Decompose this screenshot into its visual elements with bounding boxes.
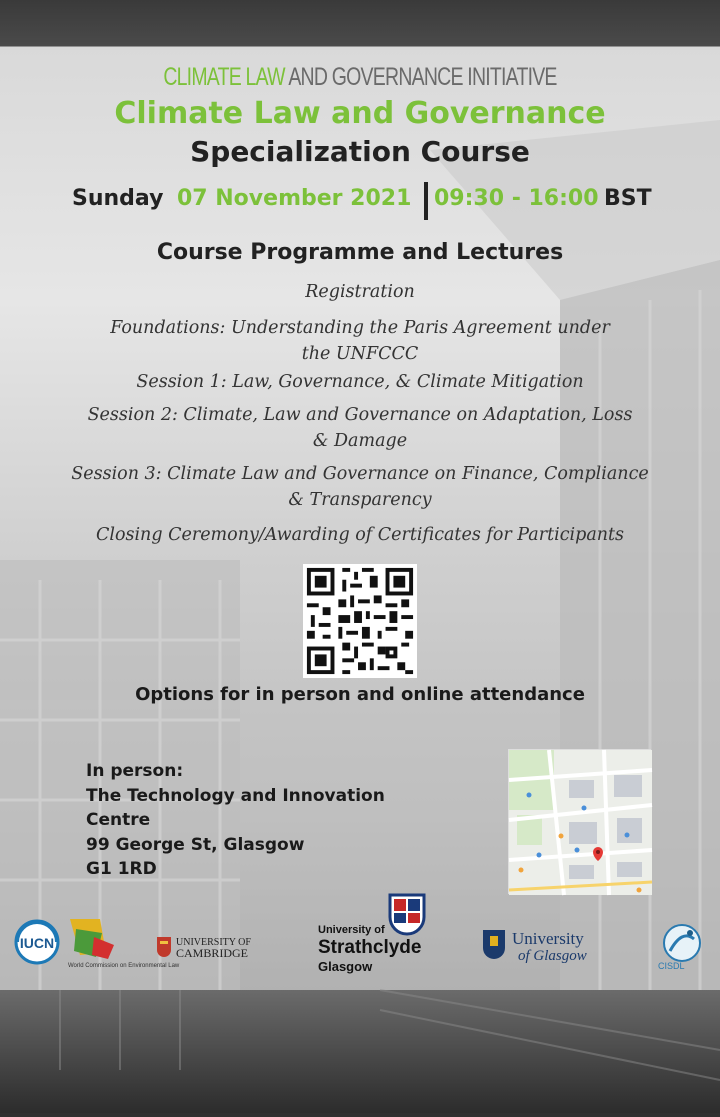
map-graphic <box>509 750 652 895</box>
in-person-label: In person: <box>86 761 184 781</box>
venue-postcode: G1 1RD <box>86 859 157 879</box>
venue-name-line2: Centre <box>86 810 151 830</box>
partner-logos <box>0 895 720 990</box>
date-line <box>0 182 720 222</box>
event-time: 09:30 - 16:00 <box>434 186 599 211</box>
iucn-logo <box>14 919 60 965</box>
programme-item: & Damage <box>312 431 408 451</box>
programme-item: Session 3: Climate Law and Governance on Finance, Compliance <box>71 464 649 484</box>
programme-heading: Course Programme and Lectures <box>156 240 564 265</box>
programme-item: Foundations: Understanding the Paris Agreement under <box>110 318 610 338</box>
venue-street: 99 George St, Glasgow <box>86 834 305 855</box>
programme-item: the UNFCCC <box>301 344 419 364</box>
in-person-details <box>86 759 385 882</box>
venue-map[interactable] <box>508 749 651 894</box>
venue-name-line1: The Technology and Innovation <box>86 785 385 806</box>
cisdl-logo <box>654 921 708 971</box>
bottom-photo-band <box>0 990 720 1113</box>
course-title-line1: Climate Law and Governance <box>114 96 606 131</box>
attendance-options: Options for in person and online attendance <box>135 684 585 705</box>
wcel-logo <box>66 915 180 979</box>
svg-text:Strathclyde: Strathclyde <box>318 937 422 958</box>
svg-text:World Commission on Environmen: World Commission on Environmental Law <box>68 963 180 969</box>
event-poster <box>0 47 720 990</box>
svg-text:of Glasgow: of Glasgow <box>518 948 587 964</box>
course-title-line2: Specialization Course <box>190 135 530 168</box>
event-timezone: BST <box>604 186 652 211</box>
date-divider <box>424 182 428 220</box>
qr-pattern <box>303 564 417 678</box>
svg-text:Glasgow: Glasgow <box>318 959 373 974</box>
strathclyde-logo <box>318 895 438 975</box>
svg-text:University: University <box>512 929 584 948</box>
svg-text:UNIVERSITY OF: UNIVERSITY OF <box>176 937 251 948</box>
initiative-title <box>79 63 641 92</box>
initiative-green: CLIMATE LAW <box>163 63 285 91</box>
programme-item: Session 2: Climate, Law and Governance on Adaptation, Loss <box>87 405 633 425</box>
svg-text:CISDL: CISDL <box>658 961 685 971</box>
programme-item: Session 1: Law, Governance, & Climate Mitigation <box>136 372 584 392</box>
programme-item: & Transparency <box>288 490 432 510</box>
glasgow-logo <box>482 928 604 964</box>
cambridge-logo <box>156 935 278 961</box>
svg-text:CAMBRIDGE: CAMBRIDGE <box>176 946 249 960</box>
event-date: 07 November 2021 <box>177 186 412 211</box>
event-day: Sunday <box>72 186 164 211</box>
svg-text:University of: University of <box>318 924 385 936</box>
programme-item: Closing Ceremony/Awarding of Certificates for Participants <box>95 525 625 545</box>
programme-item: Registration <box>305 282 415 302</box>
registration-qr-code[interactable] <box>303 564 417 678</box>
initiative-rest: AND GOVERNANCE INITIATIVE <box>284 63 557 91</box>
svg-text:IUCN: IUCN <box>19 935 55 951</box>
